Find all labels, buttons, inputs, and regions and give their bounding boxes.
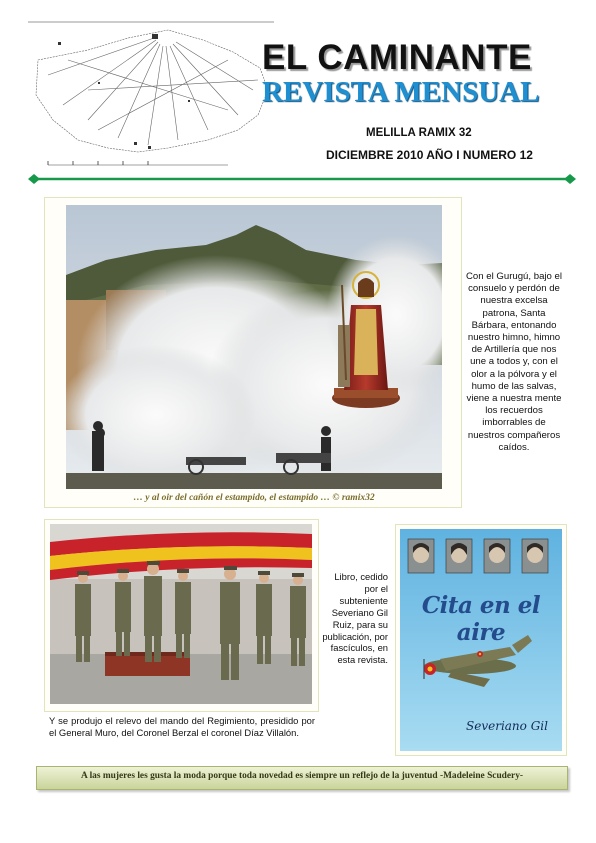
magazine-title: EL CAMINANTE (262, 38, 532, 77)
map-sketch-image (28, 20, 280, 176)
book-note: Libro, cedido por el subteniente Severiano Gil Ruiz, para su publicación, por fascículos, en esta revista. (322, 571, 388, 666)
cannon-salute-photo (66, 205, 442, 489)
header-divider (28, 172, 576, 186)
quote-text: A las mujeres les gusta la moda porque toda novedad es siempre un reflejo de la juventud -Madeleine Scudery- (80, 771, 523, 781)
issue-date: DICIEMBRE 2010 AÑO I NUMERO 12 (326, 148, 533, 162)
feature-text: Con el Gurugú, bajo el consuelo y perdón de nuestra excelsa patrona, Santa Bárbara, entonando nuestro himno, himno de Artillería que nos une a todos y, con el olor a la pólvora y el humo de las salvas, viene a nuestra mente los recuerdos imborrables de nuestros compañeros caídos. (466, 271, 562, 453)
ceremony-caption: Y se produjo el relevo del mando del Regimiento, presidido por el General Muro, del Coronel Berzal el coronel Díaz Villalón. (49, 715, 315, 738)
issue-location: MELILLA RAMIX 32 (366, 127, 472, 139)
book-title: Cita en el aire (421, 592, 541, 646)
ceremony-photo (50, 524, 312, 704)
magazine-subtitle: REVISTA MENSUAL (262, 76, 540, 108)
feature-photo-caption: … y al oir del cañón el estampido, el estampido … © ramix32 (133, 493, 375, 503)
book-author: Severiano Gil (466, 719, 548, 733)
